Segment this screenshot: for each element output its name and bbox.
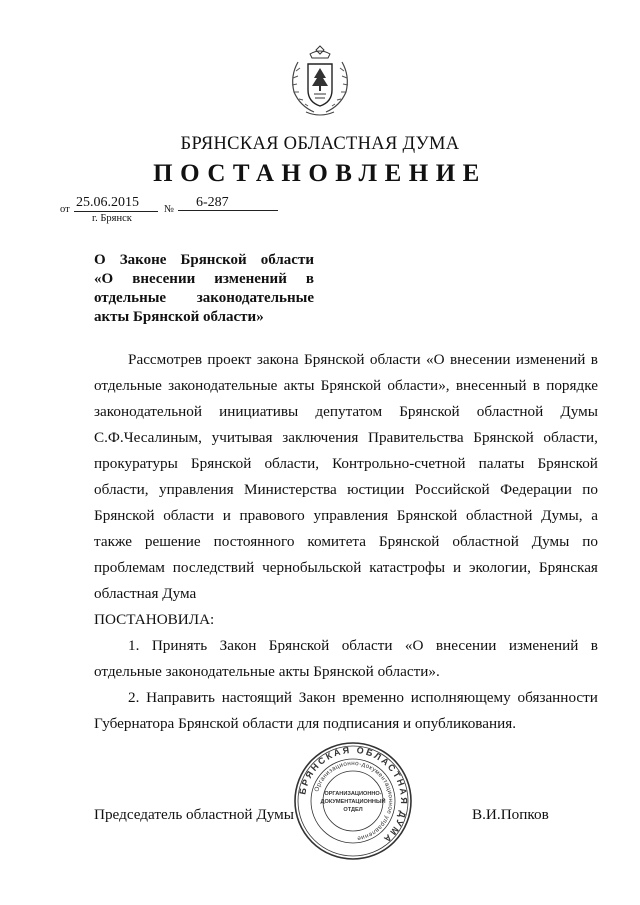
word: и xyxy=(452,559,462,576)
title-line-4: акты Брянской области» xyxy=(94,309,264,325)
word: «О xyxy=(426,351,445,368)
word: 1. xyxy=(128,637,140,654)
word: прокуратуры xyxy=(94,455,178,472)
word: катастрофы xyxy=(369,559,446,576)
law-title-block xyxy=(94,251,314,327)
word: заключения xyxy=(282,429,359,446)
word: Думы xyxy=(531,533,570,550)
word: юстиции xyxy=(347,481,405,498)
title-line-3: отдельные законодательные xyxy=(94,290,314,306)
word: Брянской xyxy=(537,455,598,472)
organization-name: БРЯНСКАЯ ОБЛАСТНАЯ ДУМА xyxy=(180,134,460,154)
title-line-2: «О внесении изменений в xyxy=(94,271,314,287)
word: Закон xyxy=(298,689,336,706)
item-line xyxy=(94,685,598,711)
word: Принять xyxy=(151,637,208,654)
word: управления xyxy=(159,481,234,498)
word: закона xyxy=(256,351,299,368)
word: последствий xyxy=(172,559,255,576)
word: постоянного xyxy=(213,533,295,550)
word: Брянской xyxy=(94,507,155,524)
stamp-center-line-1: ОРГАНИЗАЦИОННО- xyxy=(324,791,382,797)
word: проблемам xyxy=(94,559,165,576)
word: порядке xyxy=(546,377,598,394)
word: в xyxy=(532,377,540,394)
word: области, xyxy=(543,429,598,446)
resolution-item-2 xyxy=(94,685,598,737)
word: Министерства xyxy=(244,481,337,498)
word: правового xyxy=(239,507,305,524)
word: решение xyxy=(144,533,201,550)
stamp-center-line-2: ДОКУМЕНТАЦИОННЫЙ xyxy=(320,799,386,805)
word: акты xyxy=(283,377,315,394)
paragraph-line xyxy=(94,477,598,503)
official-stamp xyxy=(292,740,414,862)
preamble-paragraph xyxy=(94,347,598,607)
paragraph-line xyxy=(94,373,598,399)
paragraph-line xyxy=(94,529,598,555)
number-prefix: № xyxy=(164,204,175,215)
word: изменений xyxy=(508,637,579,654)
word: С.Ф.Чесалиным, xyxy=(94,429,202,446)
word: Брянской xyxy=(473,429,534,446)
word: Брянской xyxy=(304,351,365,368)
word: Рассмотрев xyxy=(128,351,203,368)
word: внесении xyxy=(435,637,497,654)
word: отдельные xyxy=(94,377,162,394)
document-type-title: ПОСТАНОВЛЕНИЕ xyxy=(153,160,487,187)
word: в xyxy=(590,637,598,654)
word: депутатом xyxy=(315,403,383,420)
word: Брянская xyxy=(538,559,598,576)
word: палаты xyxy=(478,455,525,472)
word: изменений xyxy=(515,351,586,368)
stamp-center-line-3: ОТДЕЛ xyxy=(343,807,363,813)
document-number: 6-287 xyxy=(178,195,278,211)
word: Думы xyxy=(560,403,598,420)
word: Контрольно-счетной xyxy=(332,455,466,472)
word: внесенный xyxy=(455,377,527,394)
word: области xyxy=(369,351,421,368)
resolution-item-1 xyxy=(94,633,598,685)
word: Брянской xyxy=(320,377,382,394)
word: Направить xyxy=(146,689,215,706)
word: и xyxy=(222,507,231,524)
word: Федерации xyxy=(500,481,572,498)
word: учитывая xyxy=(211,429,273,446)
word: комитета xyxy=(307,533,366,550)
title-line-1: О Законе Брянской области xyxy=(94,252,314,268)
word: законодательной xyxy=(94,403,203,420)
item-line: Губернатора Брянской области для подписания и опубликования. xyxy=(94,715,517,732)
stamp-ring-text: БРЯНСКАЯ ОБЛАСТНАЯ ДУМА xyxy=(297,744,410,846)
word: областной xyxy=(465,507,533,524)
date-prefix: от xyxy=(60,204,70,215)
word: Закон xyxy=(219,637,257,654)
item-line xyxy=(94,633,598,659)
word: области, xyxy=(94,481,149,498)
paragraph-line xyxy=(94,451,598,477)
resolved-heading: ПОСТАНОВИЛА: xyxy=(94,611,215,628)
word: по xyxy=(582,533,598,550)
paragraph-line xyxy=(94,425,598,451)
word: внесении xyxy=(449,351,511,368)
word: Российской xyxy=(414,481,490,498)
word: области, xyxy=(264,455,320,472)
word: чернобыльской xyxy=(262,559,362,576)
word: Правительства xyxy=(367,429,464,446)
word: Брянской xyxy=(378,533,440,550)
city-name: г. Брянск xyxy=(92,213,132,224)
coat-of-arms-emblem xyxy=(284,40,356,120)
word: исполняющему xyxy=(410,689,511,706)
word: управления xyxy=(313,507,389,524)
signatory-position: Председатель областной Думы xyxy=(94,806,294,823)
word: законодательные xyxy=(168,377,278,394)
word: области», xyxy=(387,377,450,394)
word: также xyxy=(94,533,132,550)
word: экологии, xyxy=(469,559,531,576)
word: инициативы xyxy=(219,403,299,420)
stamp-inner-ring-text: Организационно-документационное управление xyxy=(313,759,395,842)
word: области xyxy=(341,637,393,654)
paragraph-line xyxy=(94,503,598,529)
word: Брянской xyxy=(190,455,252,472)
word: в xyxy=(590,351,598,368)
paragraph-line xyxy=(94,399,598,425)
word: проект xyxy=(207,351,252,368)
word: Думы, xyxy=(541,507,583,524)
word: «О xyxy=(404,637,424,654)
word: областной xyxy=(476,403,544,420)
word: по xyxy=(582,481,598,498)
word: а xyxy=(591,507,598,524)
word: 2. xyxy=(128,689,140,706)
word: обязанности xyxy=(517,689,598,706)
word: областной xyxy=(452,533,519,550)
signatory-name: В.И.Попков xyxy=(472,806,549,823)
word: Брянской xyxy=(396,507,458,524)
document-date: 25.06.2015 xyxy=(74,195,158,212)
item-line: отдельные законодательные акты Брянской области». xyxy=(94,663,440,680)
word: Брянской xyxy=(268,637,330,654)
word: временно xyxy=(342,689,404,706)
word: Брянской xyxy=(399,403,460,420)
paragraph-line xyxy=(94,555,598,581)
word: настоящий xyxy=(221,689,293,706)
word: области xyxy=(163,507,214,524)
paragraph-line xyxy=(94,347,598,373)
paragraph-line: областная Дума xyxy=(94,585,197,602)
